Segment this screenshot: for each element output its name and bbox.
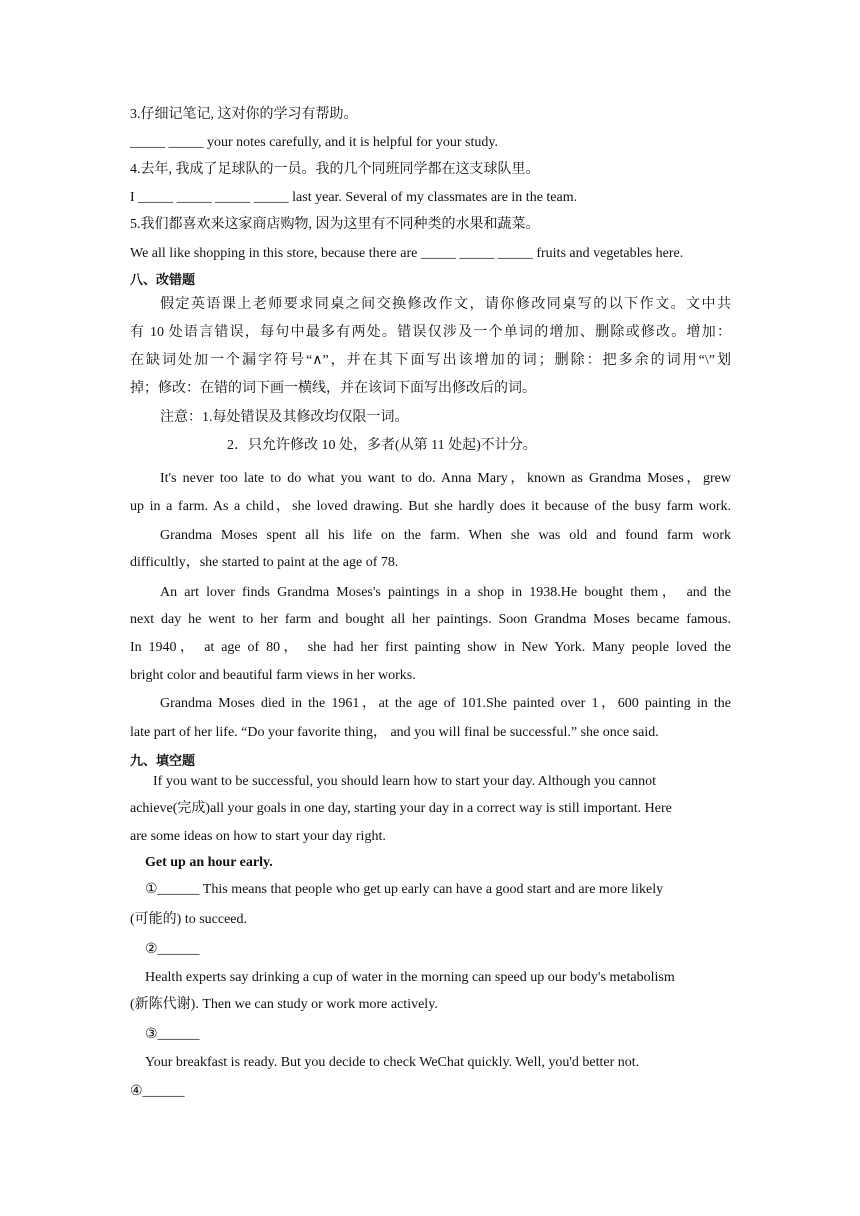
passage-line: bright color and beautiful farm views in her works.: [130, 668, 416, 683]
blank-1: ①______ This means that people who get up early can have a good start and are more likely: [145, 882, 664, 897]
instructions-line: 在缺词处加一个漏字符号“∧”，并在其下面写出该增加的词；删除：把多余的词用“\”划: [130, 353, 731, 368]
blank-1-continuation: (可能的) to succeed.: [130, 912, 248, 927]
note-2: 2．只允许修改 10 处，多者(从第 11 处起)不计分。: [227, 438, 537, 453]
passage-line: late part of her life. “Do your favorite thing， and you will final be successful.” she once said.: [130, 725, 659, 740]
blank-4: ④______: [130, 1084, 185, 1099]
instructions-line: 有 10 处语言错误，每句中最多有两处。错误仅涉及一个单词的增加、删除或修改。增加：: [130, 325, 731, 340]
intro-line: achieve(完成)all your goals in one day, starting your day in a correct way is still important. Here: [130, 801, 672, 816]
section-9-heading: 九、填空题: [130, 754, 196, 769]
q5-chinese: 5.我们都喜欢来这家商店购物, 因为这里有不同种类的水果和蔬菜。: [130, 217, 540, 232]
q3-english: _____ _____ your notes carefully, and it is helpful for your study.: [130, 135, 498, 150]
passage-line: In 1940， at age of 80， she had her first painting show in New York. Many people loved the: [130, 640, 731, 655]
instructions-line: 掉；修改：在错的词下画一横线，并在该词下面写出修改后的词。: [130, 381, 536, 396]
q4-chinese: 4.去年, 我成了足球队的一员。我的几个同班同学都在这支球队里。: [130, 162, 540, 177]
q5-english: We all like shopping in this store, because there are _____ _____ _____ fruits and vegetables here.: [130, 246, 684, 261]
paragraph-2-continuation: (新陈代谢). Then we can study or work more actively.: [130, 997, 438, 1012]
passage-line: up in a farm. As a child，she loved drawing. But she hardly does it because of the busy farm work.: [130, 499, 731, 514]
instructions-line: 假定英语课上老师要求同桌之间交换修改作文，请你修改同桌写的以下作文。文中共: [160, 297, 731, 312]
section-8-heading: 八、改错题: [130, 273, 196, 288]
subheading: Get up an hour early.: [145, 855, 273, 870]
intro-line: are some ideas on how to start your day right.: [130, 829, 386, 844]
q4-english: I _____ _____ _____ _____ last year. Several of my classmates are in the team.: [130, 190, 578, 205]
passage-line: Grandma Moses spent all his life on the farm. When she was old and found farm work: [160, 528, 731, 543]
paragraph-3: Your breakfast is ready. But you decide to check WeChat quickly. Well, you'd better not.: [145, 1055, 640, 1070]
blank-3: ③______: [145, 1027, 200, 1042]
passage-line: Grandma Moses died in the 1961，at the age of 101.She painted over 1，600 painting in the: [160, 696, 731, 711]
passage-line: It's never too late to do what you want to do. Anna Mary，known as Grandma Moses，grew: [160, 471, 731, 486]
blank-2: ②______: [145, 942, 200, 957]
passage-line: next day he went to her farm and bought all her paintings. Soon Grandma Moses became famous.: [130, 612, 731, 627]
note-1: 注意：1.每处错误及其修改均仅限一词。: [160, 410, 409, 425]
paragraph-2: Health experts say drinking a cup of water in the morning can speed up our body's metabolism: [145, 970, 675, 985]
intro-line: If you want to be successful, you should learn how to start your day. Although you cannot: [153, 774, 657, 789]
passage-line: An art lover finds Grandma Moses's paintings in a shop in 1938.He bought them， and the: [160, 585, 731, 600]
q3-chinese: 3.仔细记笔记, 这对你的学习有帮助。: [130, 107, 358, 122]
passage-line: difficultly，she started to paint at the age of 78.: [130, 555, 399, 570]
